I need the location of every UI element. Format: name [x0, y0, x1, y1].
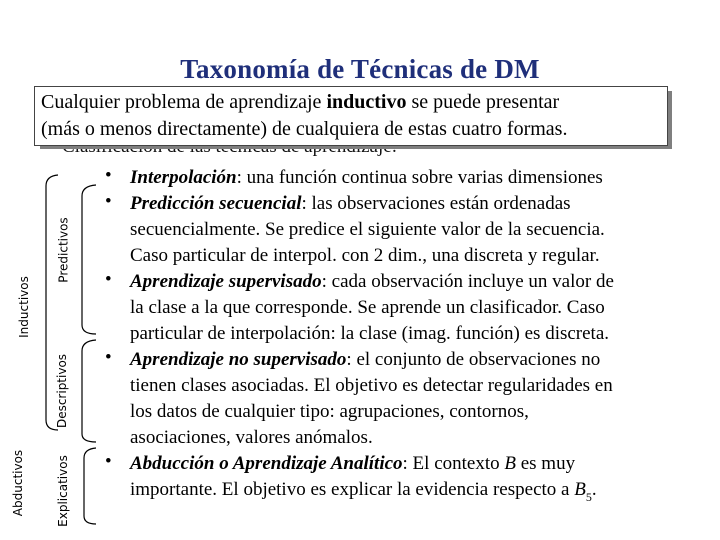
term-aprendizaje-supervisado: Aprendizaje supervisado — [130, 271, 322, 292]
list-item — [104, 191, 704, 269]
item-text: particular de interpolación: la clase (imag. función) es discreta. — [130, 323, 610, 344]
callout-box — [34, 86, 668, 146]
bullet-dot: • — [105, 191, 112, 212]
end-punctuation: . — [591, 479, 597, 500]
label-explicativos: Explicativos — [55, 455, 70, 527]
item-text: importante. El objetivo es explicar la evidencia respecto a — [130, 479, 575, 500]
list-item — [104, 165, 704, 191]
item-text: : cada observación incluye un valor de — [321, 271, 614, 292]
subscript: 5 — [585, 490, 592, 504]
item-text: secuencialmente. Se predice el siguiente valor de la secuencia. — [130, 219, 605, 240]
item-text: los datos de cualquier tipo: agrupaciones, contornos, — [130, 401, 529, 422]
abductivos-bracket — [84, 448, 96, 524]
item-text: asociaciones, valores anómalos. — [130, 427, 373, 448]
variable-b: B — [504, 453, 516, 474]
variable-b: B — [574, 479, 586, 500]
label-inductivos: Inductivos — [16, 276, 31, 338]
bullet-dot: • — [105, 269, 112, 290]
item-text: Caso particular de interpol. con 2 dim., una discreta y regular. — [130, 245, 600, 266]
bullet-dot: • — [105, 451, 112, 472]
label-abductivos: Abductivos — [11, 449, 26, 517]
item-text: : las observaciones están ordenadas — [301, 193, 571, 214]
term-interpolacion: Interpolación — [130, 167, 237, 188]
callout-line-2: (más o menos directamente) de cualquiera de estas cuatro formas. — [41, 118, 568, 140]
label-predictivos: Predictivos — [56, 217, 71, 283]
item-text: es muy — [515, 453, 576, 474]
term-aprendizaje-no-supervisado: Aprendizaje no supervisado — [130, 349, 347, 370]
callout-line-1-prefix: Cualquier problema de aprendizaje — [41, 91, 327, 113]
list-item — [104, 269, 704, 347]
item-text: : el conjunto de observaciones no — [346, 349, 601, 370]
bullet-dot: • — [105, 165, 112, 186]
predictivos-bracket — [82, 185, 96, 334]
bullet-dot: • — [105, 347, 112, 368]
item-text: tienen clases asociadas. El objetivo es detectar regularidades en — [130, 375, 613, 396]
item-text: : El contexto — [402, 453, 505, 474]
item-text: la clase a la que corresponde. Se aprende un clasificador. Caso — [130, 297, 605, 318]
label-descriptivos: Descriptivos — [55, 353, 70, 429]
term-prediccion-secuencial: Predicción secuencial — [130, 193, 302, 214]
item-text: : una función continua sobre varias dimensiones — [236, 167, 603, 188]
callout-line-1-suffix: se puede presentar — [406, 91, 560, 113]
list-item — [104, 347, 704, 451]
slide-title: Taxonomía de Técnicas de DM — [180, 54, 540, 84]
descriptivos-bracket — [82, 340, 96, 442]
technique-list — [104, 165, 704, 503]
callout-line-1 — [41, 91, 559, 114]
list-item — [104, 451, 704, 503]
term-abduccion: Abducción o Aprendizaje Analítico — [130, 453, 403, 474]
callout-bold-word: inductivo — [326, 91, 407, 113]
